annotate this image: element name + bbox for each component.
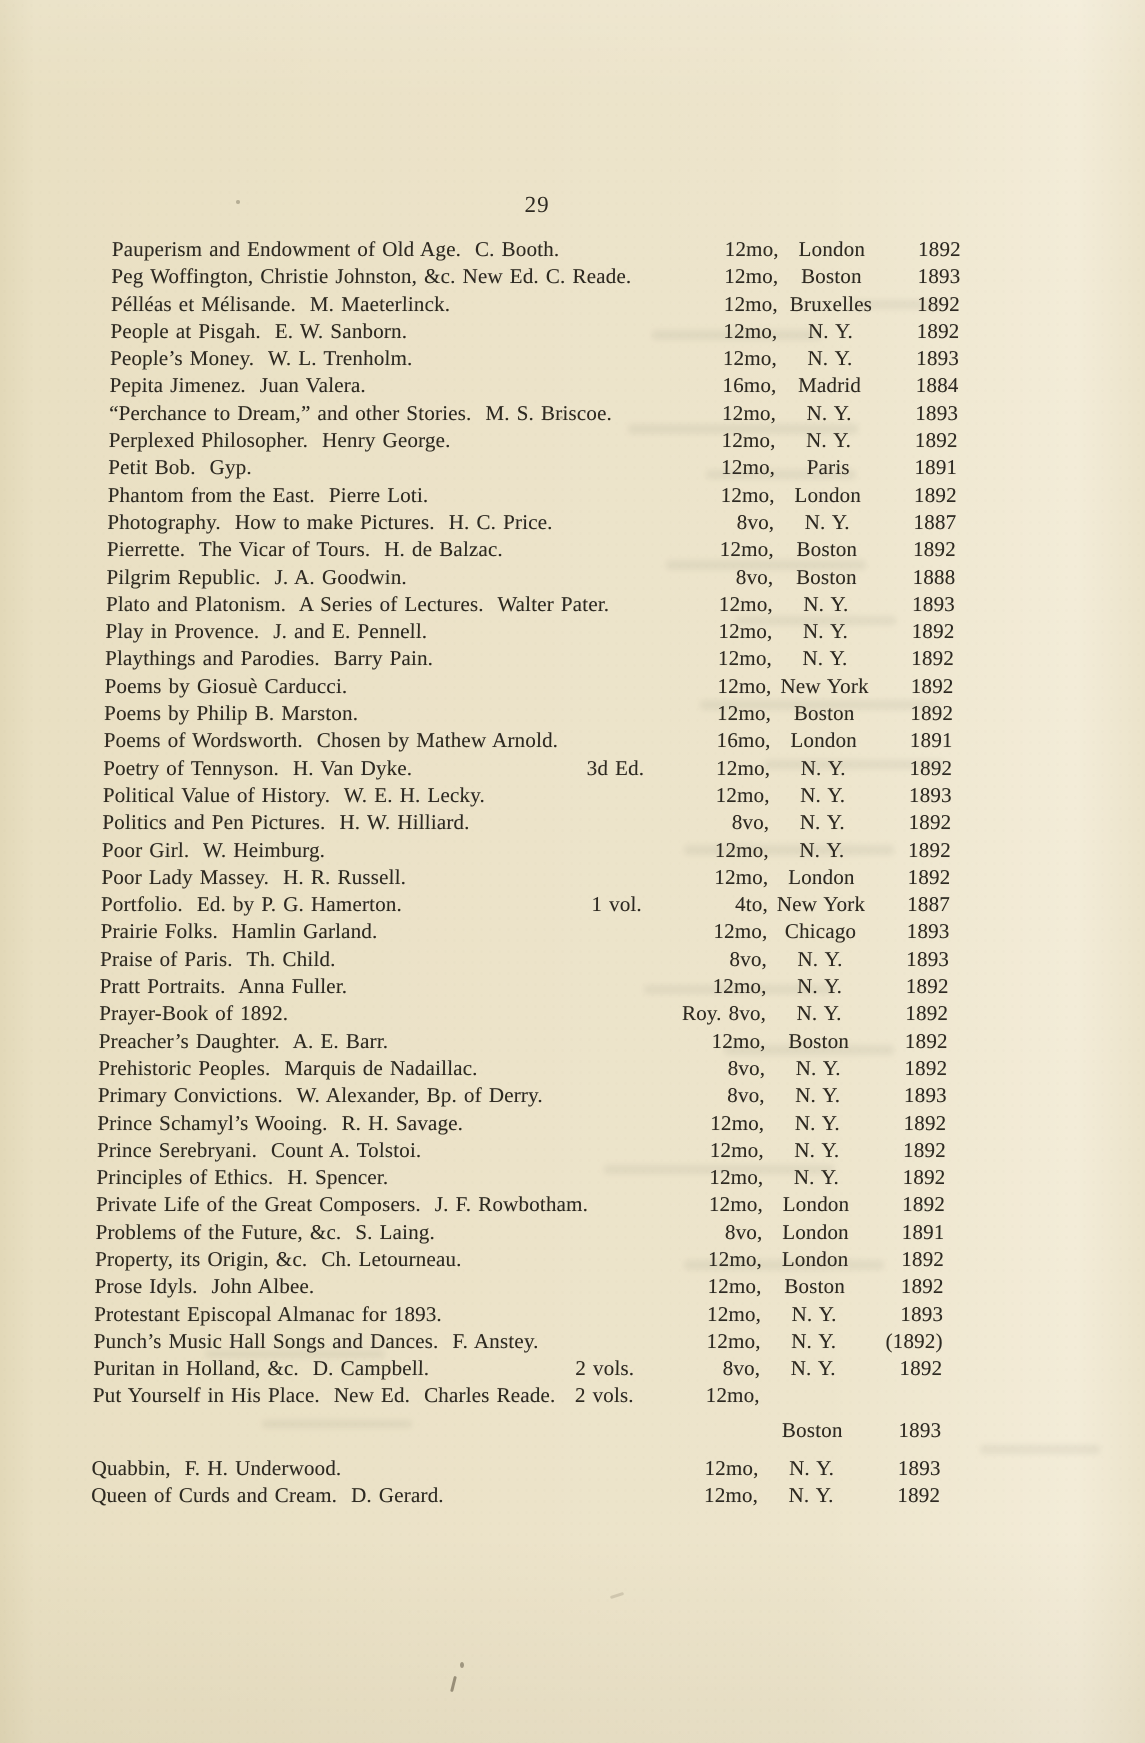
entry-year: 1893 — [916, 346, 960, 371]
entry-title-author: Petit Bob. Gyp. — [108, 455, 253, 480]
catalog-entry — [95, 1219, 944, 1246]
entry-title-author: Property, its Origin, &c. Ch. Letourneau. — [94, 1246, 462, 1271]
entry-year: 1892 — [904, 1055, 948, 1080]
entry-format: 12mo, — [721, 428, 776, 453]
entry-format: 12mo, — [719, 537, 775, 562]
entry-format: 12mo, — [721, 400, 777, 425]
catalog-entry — [93, 1355, 942, 1382]
entry-year: 1892 — [908, 810, 952, 835]
entry-place: N. Y. — [803, 591, 849, 616]
entry-format: 12mo, — [715, 755, 771, 780]
entry-title-author: Problems of the Future, &c. S. Laing. — [95, 1219, 436, 1244]
entry-edition-volumes: 2 vols. — [574, 1383, 635, 1408]
entry-title-author: Pepita Jimenez. Juan Valera. — [109, 373, 367, 398]
entry-year: 1892 — [909, 755, 953, 780]
entry-title-author: Playthings and Parodies. Barry Pain. — [104, 646, 434, 671]
entry-format: 12mo, — [722, 346, 778, 371]
entry-title-author: People at Pisgah. E. W. Sanborn. — [110, 318, 408, 343]
catalog-entry — [106, 591, 955, 618]
entry-title-author: Pierrette. The Vicar of Tours. H. de Balzac. — [106, 537, 504, 562]
catalog-entry — [91, 1455, 940, 1482]
entry-title-author: Poetry of Tennyson. H. Van Dyke. — [103, 755, 413, 780]
catalog-entry — [101, 891, 950, 918]
entry-year: 1892 — [905, 1001, 949, 1026]
entry-format: Roy. 8vo, — [681, 1001, 767, 1026]
entry-format: 16mo, — [722, 373, 777, 398]
entry-place: London — [794, 482, 862, 507]
catalog-entry — [109, 372, 958, 399]
entry-year: 1893 — [911, 591, 956, 616]
entry-year: 1892 — [911, 646, 955, 671]
entry-place: Boston — [795, 564, 857, 589]
entry-title-author: Politics and Pen Pictures. H. W. Hilliard. — [102, 810, 470, 835]
catalog-entry — [99, 973, 948, 1000]
entry-place: N. Y. — [799, 837, 845, 862]
entry-title-author: Pratt Portraits. Anna Fuller. — [99, 974, 348, 999]
ink-speck — [610, 1592, 624, 1599]
entry-place: N. Y. — [795, 1055, 842, 1080]
catalog-entry — [94, 1328, 943, 1355]
entry-title-author: Poor Lady Massey. H. R. Russell. — [101, 864, 407, 889]
entry-year: 1888 — [912, 564, 956, 589]
entry-year: 1893 — [906, 919, 950, 944]
entry-format: 12mo, — [720, 455, 776, 480]
catalog-entry — [109, 400, 958, 427]
entry-format: 12mo, — [714, 837, 770, 862]
entry-title-author: Praise of Paris. Th. Child. — [99, 946, 336, 971]
catalog-entry — [112, 236, 961, 263]
ink-speck — [450, 1676, 457, 1692]
entry-year: 1892 — [907, 864, 951, 889]
entry-format: 12mo, — [717, 673, 772, 698]
entry-place: Boston — [800, 264, 862, 289]
entry-year: 1892 — [897, 1483, 941, 1508]
entry-format: 12mo, — [724, 237, 780, 261]
entry-place: Bruxelles — [789, 291, 873, 316]
entry-year: 1884 — [915, 373, 959, 398]
entry-format: 12mo, — [706, 1328, 761, 1353]
entry-year: 1892 — [912, 537, 957, 562]
entry-place: N. Y. — [802, 646, 848, 671]
catalog-entry — [100, 918, 949, 945]
catalog-entry — [100, 946, 949, 973]
entry-title-author: Poems by Philip B. Marston. — [103, 701, 359, 726]
entry-title-author: Poems of Wordsworth. Chosen by Mathew Arnold. — [103, 728, 559, 753]
catalog-entry — [106, 564, 955, 591]
entry-title-author: Phantom from the East. Pierre Loti. — [107, 482, 429, 507]
ink-speck — [560, 416, 563, 419]
entry-place: London — [787, 864, 855, 889]
entry-year: 1893 — [917, 264, 961, 289]
entry-year: 1892 — [902, 1165, 946, 1190]
entry-format: 12mo, — [715, 782, 771, 807]
entry-title-author: Quabbin, F. H. Underwood. — [91, 1456, 342, 1481]
entry-year: 1892 — [902, 1192, 946, 1217]
entry-place: N. Y. — [799, 810, 846, 835]
entry-format: 12mo, — [709, 1165, 764, 1190]
entry-place: New York — [780, 673, 869, 698]
entry-edition-volumes: 1 vol. — [591, 892, 643, 917]
entry-title-author: Play in Provence. J. and E. Pennell. — [105, 619, 428, 644]
catalog-list — [91, 236, 961, 1510]
catalog-entry — [95, 1246, 944, 1273]
entry-year: 1892 — [901, 1246, 945, 1271]
entry-format: 12mo, — [718, 619, 773, 644]
entry-format: 12mo, — [707, 1274, 762, 1299]
catalog-entry — [102, 837, 951, 864]
catalog-entry — [94, 1301, 943, 1328]
entry-format: 8vo, — [727, 1083, 766, 1108]
entry-format: 12mo, — [712, 974, 767, 999]
catalog-entry — [103, 727, 952, 754]
entry-place: Paris — [806, 455, 850, 480]
entry-year: 1892 — [907, 837, 952, 862]
entry-place: N. Y. — [791, 1328, 837, 1353]
entry-place: Boston — [781, 1417, 843, 1442]
catalog-entry — [92, 1417, 941, 1444]
entry-year: 1892 — [914, 428, 958, 453]
entry-place: N. Y. — [797, 946, 843, 971]
entry-place: Boston — [784, 1274, 846, 1299]
entry-year: 1892 — [916, 291, 961, 316]
entry-place: N. Y. — [795, 1083, 841, 1108]
entry-place: N. Y. — [804, 509, 851, 534]
entry-year: 1887 — [913, 509, 957, 534]
entry-place: N. Y. — [800, 755, 847, 780]
catalog-entry — [94, 1273, 943, 1300]
entry-year: 1891 — [901, 1219, 945, 1244]
catalog-entry — [105, 618, 954, 645]
entry-format: 16mo, — [716, 728, 771, 753]
entry-year: 1892 — [910, 673, 954, 698]
entry-title-author: Prayer-Book of 1892. — [98, 1001, 289, 1026]
entry-format: 12mo, — [711, 1028, 766, 1053]
catalog-entry — [111, 291, 960, 318]
entry-format: 12mo, — [723, 318, 778, 343]
catalog-entry — [96, 1164, 945, 1191]
entry-format: 12mo, — [713, 919, 768, 944]
entry-title-author: Primary Convictions. W. Alexander, Bp. of Derry. — [97, 1083, 544, 1108]
catalog-entry — [107, 509, 956, 536]
entry-place: N. Y. — [807, 318, 854, 343]
entry-place: London — [790, 728, 858, 753]
entry-place: N. Y. — [807, 346, 853, 371]
entry-year: 1893 — [897, 1456, 941, 1481]
entry-title-author: Prose Idyls. John Albee. — [94, 1274, 315, 1299]
entry-format: 4to, — [734, 892, 769, 917]
entry-place: London — [781, 1246, 849, 1271]
entry-place: New York — [776, 892, 866, 917]
entry-format: 12mo, — [717, 646, 773, 671]
catalog-entry — [108, 482, 957, 509]
entry-edition-volumes: 2 vols. — [575, 1356, 635, 1381]
entry-title-author: Principles of Ethics. H. Spencer. — [96, 1165, 389, 1190]
entry-format: 12mo, — [704, 1456, 759, 1481]
entry-format: 8vo, — [722, 1356, 761, 1381]
entry-title-author: Prince Schamyl’s Wooing. R. H. Savage. — [97, 1110, 464, 1135]
entry-title-author: People’s Money. W. L. Trenholm. — [109, 346, 413, 371]
entry-place: London — [798, 237, 866, 261]
entry-title-author: Plato and Platonism. A Series of Lectures. Walter Pater. — [105, 591, 610, 616]
entry-format: 8vo, — [724, 1219, 763, 1244]
entry-title-author: Puritan in Holland, &c. D. Campbell. — [93, 1356, 430, 1381]
entry-year: 1893 — [898, 1417, 942, 1442]
catalog-entry — [97, 1110, 946, 1137]
entry-title-author: Prehistoric Peoples. Marquis de Nadaillac. — [98, 1055, 478, 1080]
entry-year: 1892 — [903, 1110, 947, 1135]
entry-format: 12mo, — [710, 1110, 765, 1135]
entry-year: 1892 — [917, 237, 962, 261]
entry-title-author: Prairie Folks. Hamlin Garland. — [100, 919, 378, 944]
entry-year: 1892 — [899, 1356, 943, 1381]
entry-year: 1892 — [905, 974, 949, 999]
entry-place: N. Y. — [788, 1456, 835, 1481]
entry-place: N. Y. — [796, 1001, 842, 1026]
entry-title-author: Poems by Giosuè Carducci. — [104, 673, 348, 698]
entry-year: 1892 — [910, 701, 954, 726]
entry-place: N. Y. — [791, 1301, 837, 1326]
entry-place: Boston — [796, 537, 858, 562]
entry-title-author: Pilgrim Republic. J. A. Goodwin. — [106, 564, 408, 589]
entry-year: 1893 — [915, 400, 959, 425]
entry-format: 12mo, — [703, 1483, 759, 1508]
catalog-entry — [93, 1382, 942, 1409]
entry-place: N. Y. — [802, 619, 849, 644]
entry-place: Boston — [788, 1028, 850, 1053]
entry-format: 12mo, — [705, 1383, 761, 1408]
entry-format: 8vo, — [729, 946, 768, 971]
entry-title-author: Preacher’s Daughter. A. E. Barr. — [98, 1028, 389, 1053]
entry-year: 1892 — [902, 1137, 947, 1162]
catalog-entry — [103, 782, 952, 809]
entry-format: 8vo, — [735, 564, 774, 589]
catalog-entry — [111, 263, 960, 290]
entry-place: N. Y. — [800, 782, 846, 807]
entry-title-author: Political Value of History. W. E. H. Lecky. — [102, 782, 486, 807]
catalog-entry — [99, 1000, 948, 1027]
entry-title-author: Protestant Episcopal Almanac for 1893. — [94, 1301, 443, 1326]
entry-edition-volumes: 3d Ed. — [586, 755, 645, 780]
entry-year: 1891 — [909, 728, 953, 753]
catalog-entry — [98, 1055, 947, 1082]
entry-year: 1893 — [903, 1083, 948, 1108]
entry-place: N. Y. — [794, 1110, 841, 1135]
catalog-entry — [98, 1082, 947, 1109]
entry-format: 12mo, — [707, 1246, 763, 1271]
entry-title-author: Portfolio. Ed. by P. G. Hamerton. — [100, 892, 403, 917]
entry-year: 1892 — [916, 318, 960, 343]
entry-year: 1887 — [906, 892, 951, 917]
entry-title-author: Private Life of the Great Composers. J. F. Rowbotham. — [95, 1192, 589, 1217]
entry-place: London — [782, 1219, 850, 1244]
catalog-entry — [101, 864, 950, 891]
catalog-entry — [107, 536, 956, 563]
entry-format: 8vo, — [727, 1055, 766, 1080]
entry-format: 12mo, — [708, 1192, 764, 1217]
entry-year: 1892 — [900, 1274, 944, 1299]
entry-title-author: “Perchance to Dream,” and other Stories. M. S. Briscoe. — [108, 400, 613, 425]
entry-title-author: Queen of Curds and Cream. D. Gerard. — [91, 1483, 445, 1508]
catalog-entry — [103, 755, 952, 782]
entry-format: 12mo, — [706, 1301, 762, 1326]
entry-place: N. Y. — [793, 1165, 840, 1190]
entry-place: N. Y. — [790, 1356, 837, 1381]
entry-format: 12mo, — [718, 591, 774, 616]
entry-year: 1893 — [908, 782, 953, 807]
entry-title-author: Peg Woffington, Christie Johnston, &c. New Ed. C. Reade. — [111, 264, 632, 289]
entry-year: (1892) — [885, 1328, 943, 1353]
entry-format: 12mo, — [716, 701, 772, 726]
entry-title-author: Pélléas et Mélisande. M. Maeterlinck. — [110, 291, 451, 316]
entry-format: 12mo, — [709, 1137, 765, 1162]
entry-format: 12mo, — [720, 482, 775, 507]
entry-format: 12mo, — [723, 291, 779, 316]
entry-year: 1893 — [906, 946, 950, 971]
entry-title-author: Punch’s Music Hall Songs and Dances. F. Anstey. — [93, 1328, 539, 1353]
entry-place: N. Y. — [806, 400, 852, 425]
entry-place: N. Y. — [788, 1483, 834, 1508]
entry-title-author: Photography. How to make Pictures. H. C. Price. — [107, 509, 553, 534]
page-number: 29 — [524, 192, 550, 217]
catalog-entry — [99, 1028, 948, 1055]
entry-year: 1892 — [911, 619, 955, 644]
entry-title-author: Pauperism and Endowment of Old Age. C. Booth. — [111, 237, 560, 261]
catalog-entry — [104, 673, 953, 700]
entry-year: 1893 — [900, 1301, 944, 1326]
catalog-entry — [102, 809, 951, 836]
catalog-entry — [104, 700, 953, 727]
catalog-entry — [96, 1191, 945, 1218]
ink-speck — [460, 1662, 464, 1668]
entry-format: 8vo, — [731, 810, 770, 835]
ink-speck — [236, 200, 240, 204]
entry-place: Chicago — [784, 919, 857, 944]
catalog-entry — [108, 427, 957, 454]
catalog-entry — [105, 645, 954, 672]
catalog-entry — [97, 1137, 946, 1164]
entry-format: 12mo, — [724, 264, 779, 289]
catalog-entry — [91, 1482, 940, 1509]
entry-title-author: Put Yourself in His Place. New Ed. Charles Reade. — [92, 1383, 556, 1408]
entry-year: 1891 — [914, 455, 958, 480]
entry-title-author: Perplexed Philosopher. Henry George. — [108, 428, 451, 453]
entry-place: N. Y. — [805, 428, 852, 453]
catalog-entry — [110, 318, 959, 345]
entry-year: 1892 — [904, 1028, 948, 1053]
entry-format: 12mo, — [714, 864, 769, 889]
entry-place: N. Y. — [794, 1137, 840, 1162]
catalog-entry — [110, 345, 959, 372]
entry-place: N. Y. — [796, 974, 843, 999]
entry-year: 1892 — [913, 482, 957, 507]
entry-format: 8vo, — [736, 509, 775, 534]
entry-title-author: Prince Serebryani. Count A. Tolstoi. — [96, 1137, 422, 1162]
entry-place: Madrid — [797, 373, 862, 398]
catalog-entry — [108, 454, 957, 481]
entry-place: Boston — [793, 701, 855, 726]
entry-title-author: Poor Girl. W. Heimburg. — [101, 837, 326, 862]
entry-place: London — [782, 1192, 850, 1217]
